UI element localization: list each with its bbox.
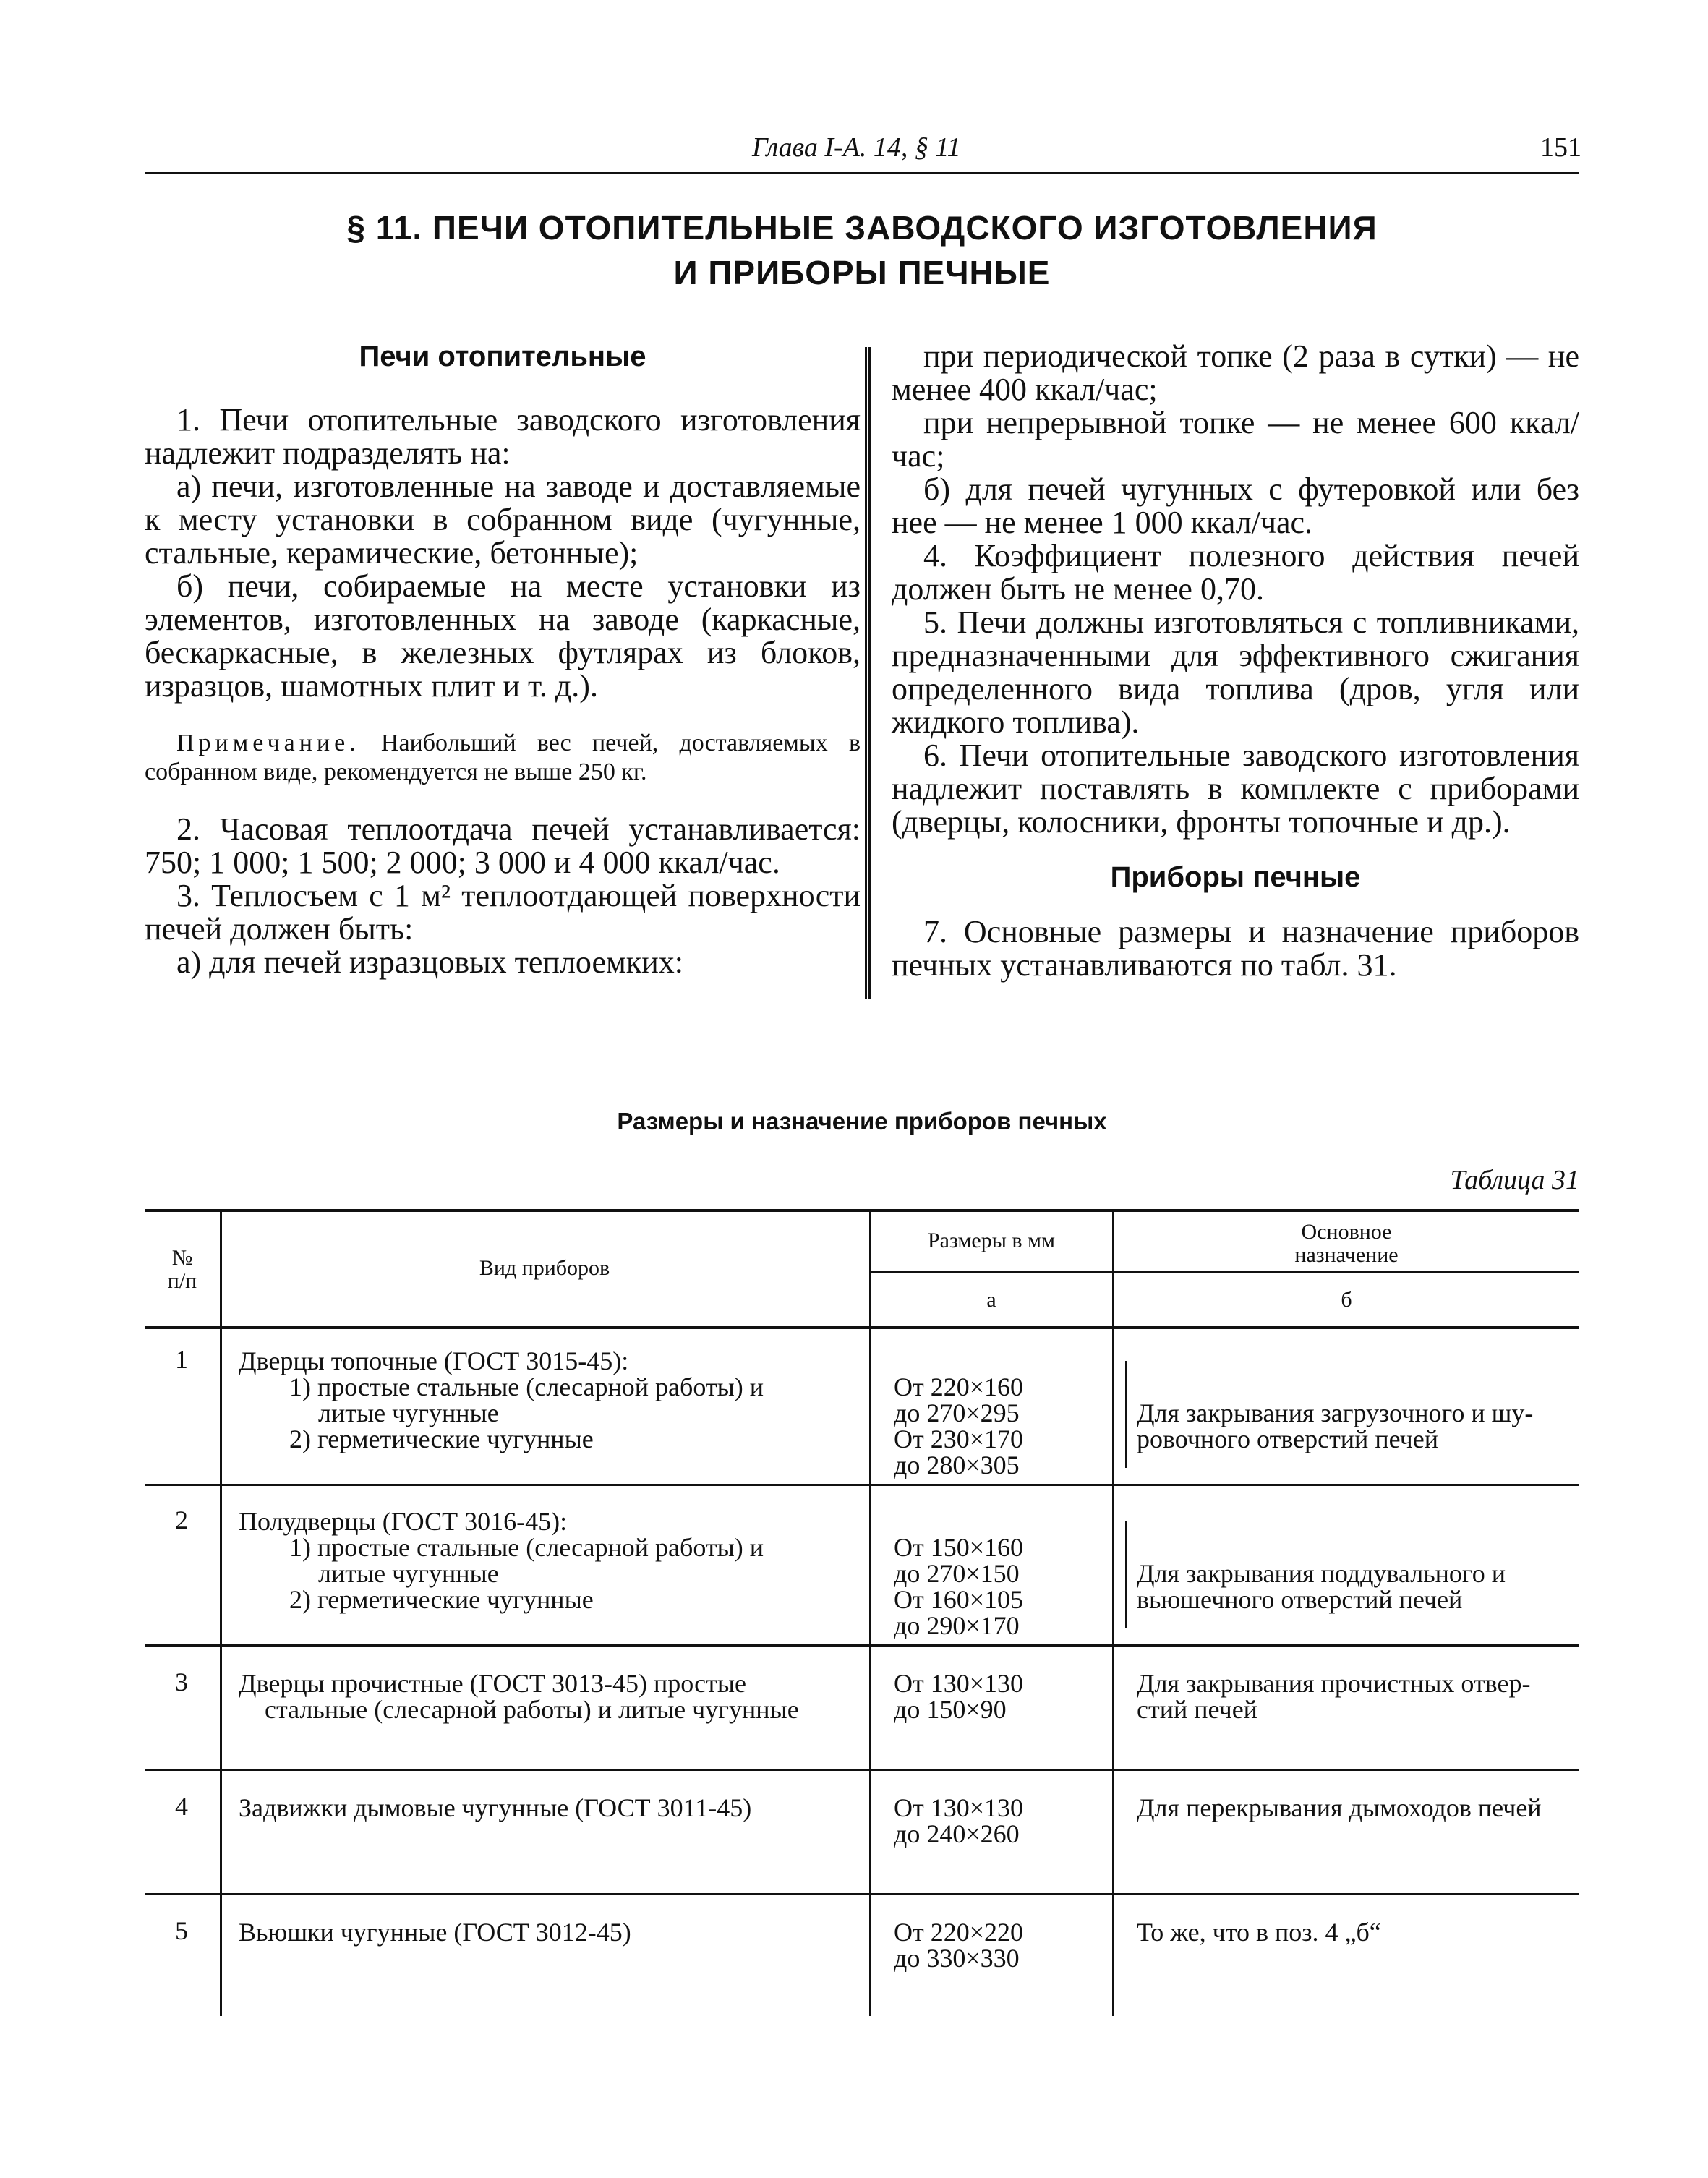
header-purpose (1114, 1221, 1579, 1267)
header-type: Вид приборов (479, 1256, 610, 1280)
row5-size-2: до 330×330 (894, 1944, 1020, 1973)
row1-brace (1125, 1361, 1135, 1468)
header-purpose-1: Основное (1301, 1220, 1392, 1244)
row5-sizes (894, 1919, 1103, 1971)
row2-size-2: до 270×150 (894, 1559, 1020, 1588)
row4-purpose: Для перекрывания дымоходов печей (1137, 1793, 1542, 1822)
row2-purpose-1: Для закрывания поддувального и (1137, 1559, 1506, 1588)
row3-purpose (1137, 1670, 1578, 1722)
paragraph-1a: а) печи, изготовленные на заводе и доставляемые к месту установки в собранном виде (чугунные, стальные, керамические, бетонные); (145, 469, 861, 571)
row5-type: Вьюшки чугунные (ГОСТ 3012-45) (239, 1918, 631, 1947)
col-rule-3 (1112, 1209, 1114, 2016)
right-column (892, 340, 1579, 982)
table-label: Таблица 31 (1450, 1165, 1579, 1195)
paragraph-3a2: при непрерывной топке — не менее 600 ккал/час; (892, 405, 1579, 474)
header-purpose-sub: б (1341, 1288, 1352, 1312)
paragraph-3b: б) для печей чугунных с футеровкой или без нее — не менее 1 000 ккал/час. (892, 471, 1579, 540)
note (145, 729, 861, 787)
row-rule-4 (145, 1893, 1579, 1895)
header-size: Размеры в мм (927, 1229, 1055, 1252)
row4-size-1: От 130×130 (894, 1793, 1024, 1822)
row2-sizes (894, 1534, 1103, 1639)
paragraph-6: 6. Печи отопительные заводского изготовления надлежит поставлять в комплекте с приборами (дверцы, колосники, фронты топочные и др.). (892, 738, 1579, 840)
row1-num: 1 (175, 1345, 188, 1374)
column-separator (865, 347, 871, 999)
row2-brace (1125, 1521, 1135, 1628)
row1-purpose-1: Для закрывания загрузочного и шу- (1137, 1398, 1534, 1427)
row1-size-4: до 280×305 (894, 1451, 1020, 1479)
row1-type-1: 1) простые стальные (слесарной работы) и (289, 1372, 764, 1401)
row2-purpose (1137, 1560, 1578, 1613)
paragraph-3a: а) для печей изразцовых теплоемких: (176, 944, 683, 980)
note-text: Наибольший вес печей, доставляемых в собранном виде, рекомендуется не выше 250 кг. (145, 730, 861, 785)
running-header: Глава I-А. 14, § 11 (752, 132, 961, 163)
row-rule-3 (145, 1769, 1579, 1771)
table-header-rule (145, 1326, 1579, 1329)
row1-purpose (1137, 1400, 1578, 1452)
section-title-line1: § 11. ПЕЧИ ОТОПИТЕЛЬНЫЕ ЗАВОДСКОГО ИЗГОТОВЛЕНИЯ (346, 209, 1378, 247)
header-num-2: п/п (167, 1269, 197, 1293)
table-top-rule (145, 1209, 1579, 1212)
row2-size-3: От 160×105 (894, 1585, 1024, 1614)
table-title: Размеры и назначение приборов печных (617, 1108, 1107, 1135)
paragraph-1: 1. Печи отопительные заводского изготовления надлежит подразделять на: (145, 402, 861, 471)
header-size-sub: а (986, 1288, 996, 1312)
row1-purpose-2: ровочного отверстий печей (1137, 1425, 1439, 1453)
paragraph-5: 5. Печи должны изготовляться с топливниками, предназначенными для эффективного сжигания определенного вида топлива (дров, угля или жидкого топлива). (892, 605, 1579, 740)
row1-sizes (894, 1374, 1103, 1478)
row-rule-1 (145, 1484, 1579, 1486)
paragraph-1b: б) печи, собираемые на месте установки из элементов, изготовленных на заводе (каркасные, бескаркасные, в железных футлярах из блоков, изразцов, шамотных плит и т. д.). (145, 568, 861, 704)
header-rule (145, 172, 1579, 174)
row1-size-2: до 270×295 (894, 1398, 1020, 1427)
paragraph-3a1: при периодической топке (2 раза в сутки) — не менее 400 ккал/час; (892, 338, 1579, 407)
row3-type-1: стальные (слесарной работы) и литые чугунные (265, 1695, 799, 1724)
right-subheading: Приборы печные (1110, 861, 1361, 893)
paragraph-2: 2. Часовая теплоотдача печей устанавливается: 750; 1 000; 1 500; 2 000; 3 000 и 4 000 ккал/час. (145, 811, 861, 880)
paragraph-3: 3. Теплосъем с 1 м² теплоотдающей поверхности печей должен быть: (145, 878, 861, 947)
row1-size-3: От 230×170 (894, 1425, 1024, 1453)
header-purpose-2: назначение (1294, 1243, 1399, 1267)
header-num-1: № (171, 1246, 193, 1270)
row4-num: 4 (175, 1792, 188, 1821)
row1-type (239, 1348, 861, 1452)
row1-size-1: От 220×160 (894, 1372, 1024, 1401)
row3-purpose-1: Для закрывания прочистных отвер- (1137, 1669, 1531, 1698)
row4-sizes (894, 1795, 1103, 1847)
row3-size-2: до 150×90 (894, 1695, 1007, 1724)
left-subheading: Печи отопительные (359, 341, 646, 372)
row2-num: 2 (175, 1506, 188, 1534)
page-number: 151 (1540, 132, 1581, 163)
row-rule-2 (145, 1644, 1579, 1647)
row5-size-1: От 220×220 (894, 1918, 1024, 1947)
row1-type-1b: литые чугунные (318, 1398, 499, 1427)
col-rule-1 (220, 1209, 222, 2016)
section-title (145, 205, 1579, 295)
row1-type-2: 2) герметические чугунные (289, 1425, 594, 1453)
table (145, 1209, 1579, 2026)
row3-type (239, 1670, 861, 1722)
row5-purpose: То же, что в поз. 4 „б“ (1137, 1918, 1381, 1947)
col-rule-2 (869, 1209, 871, 2016)
paragraph-4: 4. Коэффициент полезного действия печей должен быть не менее 0,70. (892, 538, 1579, 607)
row3-type-main: Дверцы прочистные (ГОСТ 3013-45) простые (239, 1669, 746, 1698)
section-title-line2: И ПРИБОРЫ ПЕЧНЫЕ (673, 254, 1051, 291)
row3-num: 3 (175, 1667, 188, 1696)
row2-size-4: до 290×170 (894, 1611, 1020, 1640)
row2-size-1: От 150×160 (894, 1533, 1024, 1562)
row4-size-2: до 240×260 (894, 1819, 1020, 1848)
row5-num: 5 (175, 1916, 188, 1945)
row4-type: Задвижки дымовые чугунные (ГОСТ 3011-45) (239, 1793, 752, 1822)
row2-type (239, 1508, 861, 1613)
left-column (145, 340, 861, 979)
row2-purpose-2: вьюшечного отверстий печей (1137, 1585, 1463, 1614)
row1-type-main: Дверцы топочные (ГОСТ 3015-45): (239, 1346, 629, 1375)
paragraph-7: 7. Основные размеры и назначение приборов печных устанавливаются по табл. 31. (892, 914, 1579, 983)
header-num (145, 1247, 220, 1293)
row3-size-1: От 130×130 (894, 1669, 1024, 1698)
table-header-subrule (871, 1271, 1579, 1273)
row2-type-1b: литые чугунные (318, 1559, 499, 1588)
row2-type-1: 1) простые стальные (слесарной работы) и (289, 1533, 764, 1562)
note-label: Примечание. (176, 730, 360, 756)
row2-type-main: Полудверцы (ГОСТ 3016-45): (239, 1507, 568, 1536)
row3-purpose-2: стий печей (1137, 1695, 1257, 1724)
row3-sizes (894, 1670, 1103, 1722)
row2-type-2: 2) герметические чугунные (289, 1585, 594, 1614)
